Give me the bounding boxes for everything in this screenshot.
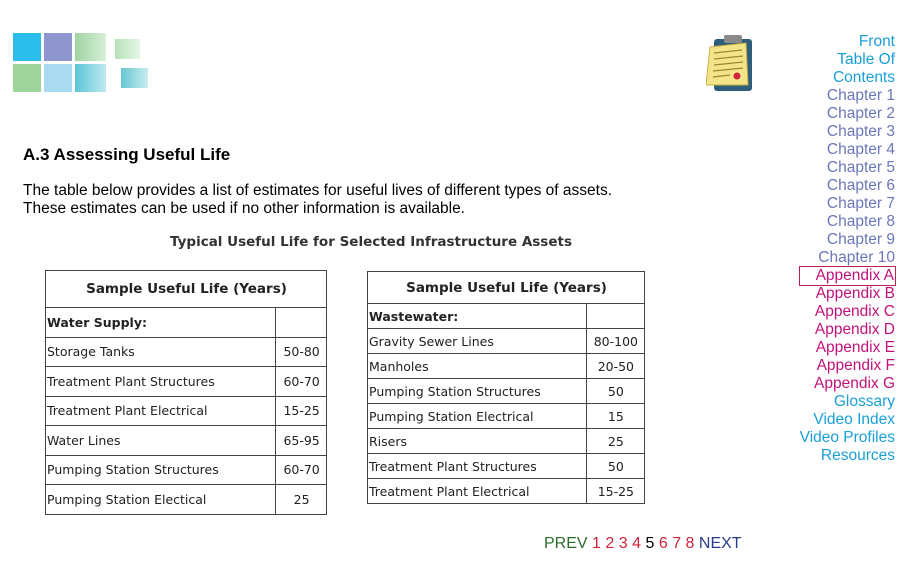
table-row xyxy=(46,337,327,367)
nav-item-resources[interactable]: Resources xyxy=(820,447,895,464)
table-row xyxy=(368,354,645,379)
asset-cell: Risers xyxy=(368,429,587,454)
asset-cell: Treatment Plant Electrical xyxy=(368,479,587,504)
table-row xyxy=(368,329,645,354)
table-header: Sample Useful Life (Years) xyxy=(368,272,645,304)
intro-line-1: The table below provides a list of estimates for useful lives of different types of assets. xyxy=(23,182,613,199)
table-caption: Typical Useful Life for Selected Infrastructure Assets xyxy=(170,234,572,250)
asset-cell: Pumping Station Electrical xyxy=(368,404,587,429)
asset-cell: Pumping Station Structures xyxy=(368,379,587,404)
useful-life-cell: 65-95 xyxy=(276,426,327,456)
useful-life-cell: 80-100 xyxy=(586,329,644,354)
side-navigation xyxy=(800,33,895,465)
nav-item-chapter-7[interactable]: Chapter 7 xyxy=(826,195,895,212)
table-row xyxy=(46,426,327,456)
asset-cell: Treatment Plant Structures xyxy=(46,367,276,397)
useful-life-cell: 20-50 xyxy=(586,354,644,379)
nav-item-appendix-a[interactable]: Appendix A xyxy=(800,267,895,285)
nav-item-chapter-5[interactable]: Chapter 5 xyxy=(826,159,895,176)
useful-life-cell: 15-25 xyxy=(586,479,644,504)
nav-item-appendix-d[interactable]: Appendix D xyxy=(814,321,895,338)
nav-item-appendix-b[interactable]: Appendix B xyxy=(815,285,895,302)
asset-cell: Pumping Station Structures xyxy=(46,455,276,485)
nav-item-chapter-4[interactable]: Chapter 4 xyxy=(826,141,895,158)
nav-item-chapter-9[interactable]: Chapter 9 xyxy=(826,231,895,248)
clipboard-notes-icon[interactable] xyxy=(706,33,754,93)
useful-life-cell: 60-70 xyxy=(276,455,327,485)
nav-item-chapter-2[interactable]: Chapter 2 xyxy=(826,105,895,122)
nav-item-glossary[interactable]: Glossary xyxy=(833,393,895,410)
useful-life-cell: 25 xyxy=(586,429,644,454)
table-row xyxy=(368,404,645,429)
page-link-5[interactable]: 5 xyxy=(645,535,655,552)
nav-item-chapter-10[interactable]: Chapter 10 xyxy=(818,249,895,266)
next-link[interactable]: NEXT xyxy=(698,535,742,552)
asset-cell: Storage Tanks xyxy=(46,337,276,367)
nav-item-table-of[interactable]: Table Of xyxy=(837,51,895,68)
nav-item-chapter-3[interactable]: Chapter 3 xyxy=(826,123,895,140)
pagination xyxy=(544,535,742,553)
page-link-3[interactable]: 3 xyxy=(618,535,628,552)
empty-cell xyxy=(276,308,327,338)
asset-cell: Gravity Sewer Lines xyxy=(368,329,587,354)
nav-item-front[interactable]: Front xyxy=(858,33,895,50)
page-link-1[interactable]: 1 xyxy=(592,535,601,552)
nav-item-chapter-8[interactable]: Chapter 8 xyxy=(826,213,895,230)
nav-item-appendix-g[interactable]: Appendix G xyxy=(814,375,895,392)
useful-life-cell: 50 xyxy=(586,379,644,404)
table-row xyxy=(368,454,645,479)
table-row xyxy=(46,485,327,515)
asset-cell: Pumping Station Electical xyxy=(46,485,276,515)
nav-item-appendix-e[interactable]: Appendix E xyxy=(815,339,895,356)
page-title: A.3 Assessing Useful Life xyxy=(23,145,231,164)
intro-text xyxy=(23,182,683,218)
asset-cell: Treatment Plant Electrical xyxy=(46,396,276,426)
intro-line-2: These estimates can be used if no other information is available. xyxy=(23,200,465,217)
nav-item-appendix-c[interactable]: Appendix C xyxy=(814,303,895,320)
page-link-8[interactable]: 8 xyxy=(685,535,695,552)
nav-item-video-profiles[interactable]: Video Profiles xyxy=(799,429,895,446)
empty-cell xyxy=(586,304,644,329)
useful-life-cell: 15 xyxy=(586,404,644,429)
table-row xyxy=(46,396,327,426)
nav-item-contents[interactable]: Contents xyxy=(832,69,895,86)
logo-squares-icon xyxy=(13,33,153,95)
water-supply-table xyxy=(45,270,327,515)
asset-cell: Manholes xyxy=(368,354,587,379)
prev-link[interactable]: PREV xyxy=(544,535,588,552)
useful-life-cell: 50 xyxy=(586,454,644,479)
table-subheader: Water Supply: xyxy=(46,308,276,338)
asset-cell: Treatment Plant Structures xyxy=(368,454,587,479)
useful-life-cell: 60-70 xyxy=(276,367,327,397)
useful-life-cell: 25 xyxy=(276,485,327,515)
nav-item-appendix-f[interactable]: Appendix F xyxy=(816,357,895,374)
page-link-2[interactable]: 2 xyxy=(605,535,615,552)
table-row xyxy=(368,479,645,504)
nav-item-chapter-1[interactable]: Chapter 1 xyxy=(826,87,895,104)
table-row xyxy=(368,429,645,454)
table-row xyxy=(368,379,645,404)
table-header: Sample Useful Life (Years) xyxy=(46,271,327,308)
table-row xyxy=(46,367,327,397)
useful-life-cell: 15-25 xyxy=(276,396,327,426)
page-link-7[interactable]: 7 xyxy=(672,535,682,552)
table-row xyxy=(46,455,327,485)
page-link-6[interactable]: 6 xyxy=(658,535,668,552)
nav-item-chapter-6[interactable]: Chapter 6 xyxy=(826,177,895,194)
wastewater-table xyxy=(367,271,645,504)
useful-life-cell: 50-80 xyxy=(276,337,327,367)
nav-item-video-index[interactable]: Video Index xyxy=(813,411,895,428)
page-link-4[interactable]: 4 xyxy=(632,535,642,552)
asset-cell: Water Lines xyxy=(46,426,276,456)
table-subheader: Wastewater: xyxy=(368,304,587,329)
